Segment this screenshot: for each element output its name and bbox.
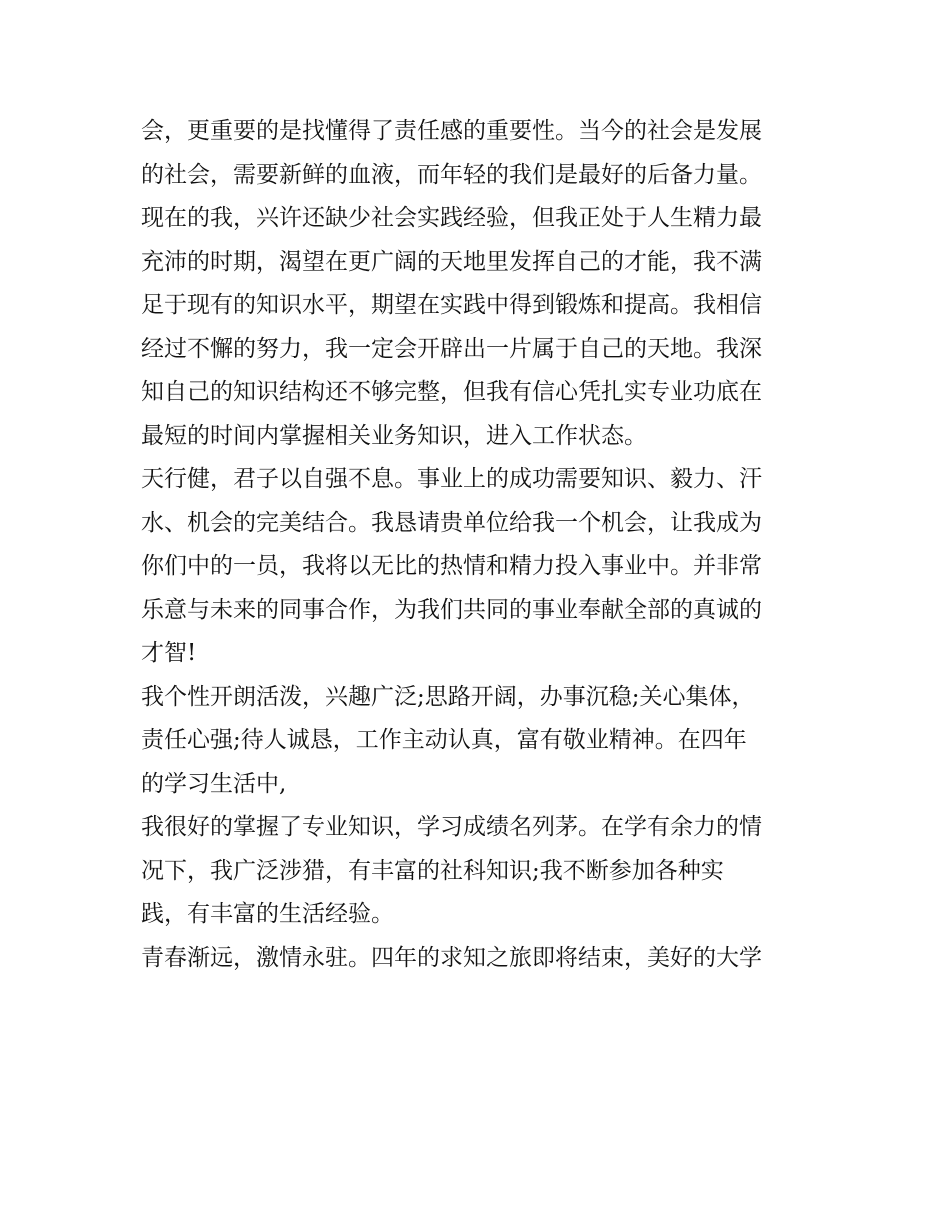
- text-line-16: 的学习生活中,: [141, 770, 287, 797]
- text-line-7: 知自己的知识结构还不够完整，但我有信心凭扎实专业功底在: [141, 379, 762, 405]
- text-line-9: 天行健，君子以自强不息。事业上的成功需要知识、毅力、汗: [141, 466, 762, 492]
- text-line-15: 责任心强;待人诚恳，工作主动认真，富有敬业精神。在四年: [141, 727, 747, 753]
- text-line-20: 青春渐远，激情永驻。四年的求知之旅即将结束，美好的大学: [141, 944, 762, 971]
- text-line-13: 才智!: [141, 640, 197, 666]
- text-line-12: 乐意与未来的同事合作，为我们共同的事业奉献全部的真诚的: [141, 596, 762, 623]
- text-line-11: 你们中的一员，我将以无比的热情和精力投入事业中。并非常: [141, 553, 762, 579]
- text-line-2: 的社会，需要新鲜的血液，而年轻的我们是最好的后备力量。: [141, 161, 762, 188]
- body-text: [141, 110, 821, 980]
- text-line-14: 我个性开朗活泼，兴趣广泛;思路开阔，办事沉稳;关心集体，: [141, 683, 755, 710]
- text-line-8: 最短的时间内掌握相关业务知识，进入工作状态。: [141, 422, 647, 449]
- text-line-19: 践，有丰富的生活经验。: [141, 901, 394, 927]
- text-line-3: 现在的我，兴许还缺少社会实践经验，但我正处于人生精力最: [141, 205, 762, 231]
- text-line-5: 足于现有的知识水平，期望在实践中得到锻炼和提高。我相信: [141, 292, 762, 318]
- text-line-4: 充沛的时期，渴望在更广阔的天地里发挥自己的才能，我不满: [141, 248, 762, 275]
- text-line-10: 水、机会的完美结合。我恳请贵单位给我一个机会，让我成为: [141, 509, 762, 536]
- text-line-1: 会，更重要的是找懂得了责任感的重要性。当今的社会是发展: [141, 118, 762, 144]
- text-line-18: 况下，我广泛涉猎，有丰富的社科知识;我不断参加各种实: [141, 857, 724, 884]
- text-line-6: 经过不懈的努力，我一定会开辟出一片属于自己的天地。我深: [141, 335, 762, 362]
- text-line-17: 我很好的掌握了专业知识，学习成绩名列茅。在学有余力的情: [141, 814, 762, 840]
